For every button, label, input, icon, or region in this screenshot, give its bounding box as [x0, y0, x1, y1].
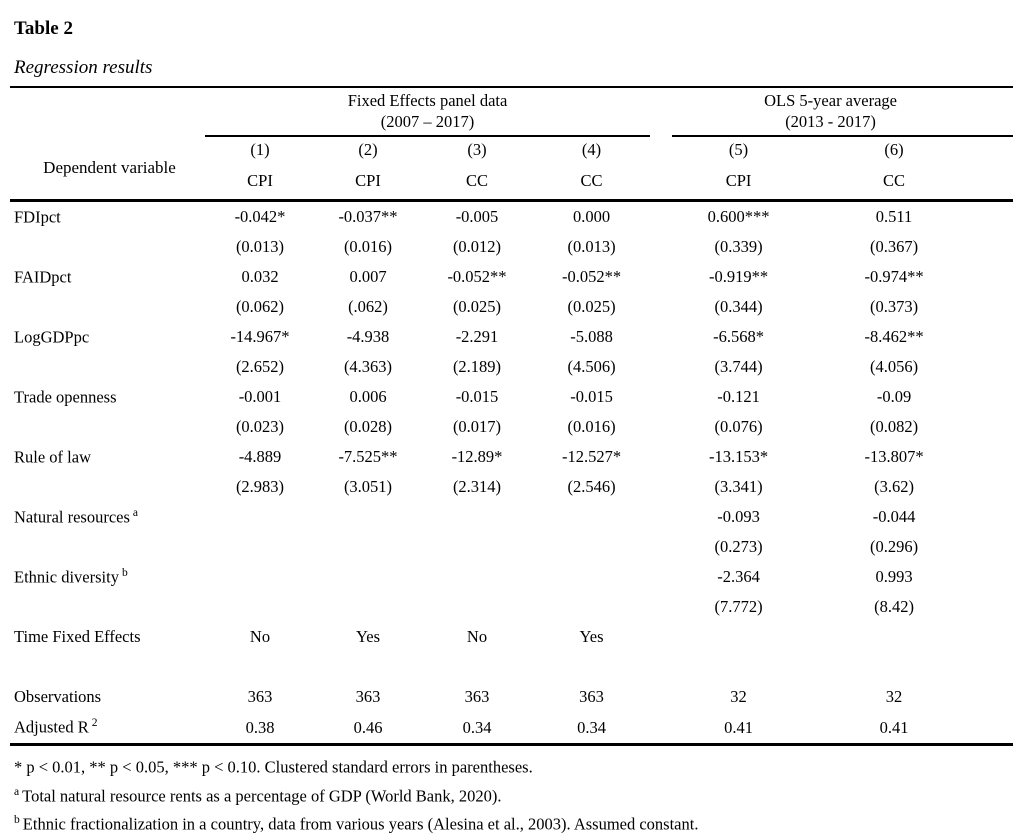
gap-col	[650, 412, 672, 442]
col-number: (4)	[581, 140, 602, 159]
coef-cell: -0.001	[238, 387, 282, 406]
se-cell: (8.42)	[874, 597, 914, 616]
coef-cell	[421, 502, 533, 532]
footnote-a	[14, 780, 1013, 809]
row-label-text: LogGDPpc	[14, 327, 90, 347]
row-label-rule-of-law	[10, 442, 205, 472]
se-cell: (0.367)	[869, 237, 919, 256]
row-label-natural-resources	[10, 502, 205, 532]
coef-cell	[205, 562, 315, 592]
se-cell: (0.296)	[869, 537, 919, 556]
coef-cell: -6.568*	[713, 327, 764, 346]
group-header-row	[10, 87, 1013, 136]
footnote-text: Total natural resource rents as a percentage of GDP (World Bank, 2020).	[22, 786, 502, 805]
coef-cell: -4.938	[346, 327, 390, 346]
coef-cell: -0.974**	[864, 267, 924, 286]
se-cell: (0.062)	[235, 297, 285, 316]
footnote-marker: b	[14, 814, 20, 826]
observations-row	[10, 682, 1013, 712]
dep-var: CC	[533, 163, 650, 201]
se-cell: (0.082)	[869, 417, 919, 436]
table-title: Table 2	[14, 18, 73, 39]
col-number: (2)	[358, 140, 378, 159]
row-label-fdipct	[10, 201, 205, 233]
adjr2-cell: 0.34	[421, 712, 533, 745]
row-label-text: Trade openness	[14, 387, 117, 407]
se-cell: (.062)	[348, 297, 388, 316]
group2-name: OLS 5-year average	[764, 91, 897, 110]
dep-var: CPI	[672, 163, 805, 201]
obs-cell: 32	[885, 687, 903, 706]
coef-cell: 0.600***	[707, 207, 770, 226]
empty-label	[10, 472, 205, 502]
se-cell: (2.546)	[567, 477, 616, 496]
row-label-text: Ethnic diversity	[14, 567, 119, 587]
coef-cell: 0.006	[349, 387, 387, 406]
dep-var: CC	[805, 163, 1013, 201]
coef-cell: -0.121	[717, 387, 760, 406]
tfe-cell	[805, 622, 1013, 652]
coef-row-fdipct	[10, 201, 1013, 233]
coef-cell: -0.015	[455, 387, 499, 406]
adjr2-cell: 0.46	[315, 712, 421, 745]
se-cell: (3.744)	[714, 357, 763, 376]
coef-cell	[205, 502, 315, 532]
coef-cell: -13.153*	[708, 447, 769, 466]
gap-col	[650, 532, 672, 562]
gap-col	[650, 502, 672, 532]
obs-cell: 32	[730, 687, 747, 706]
se-cell: (3.62)	[874, 477, 914, 496]
se-cell: (0.344)	[714, 297, 763, 316]
stub-header: Dependent variable	[10, 136, 205, 201]
row-label-text: FDIpct	[14, 207, 61, 227]
table-subtitle: Regression results	[14, 57, 153, 78]
col-number: (5)	[728, 140, 749, 159]
empty-label	[10, 412, 205, 442]
empty-label	[10, 292, 205, 322]
adjusted-r2-row	[10, 712, 1013, 745]
se-cell: (0.023)	[235, 417, 285, 436]
gap-col	[650, 201, 672, 233]
coef-cell: -5.088	[570, 327, 613, 346]
se-cell: (0.028)	[343, 417, 393, 436]
col-number: (1)	[250, 140, 270, 159]
gap-col	[650, 232, 672, 262]
col-number: (6)	[884, 140, 904, 159]
se-cell: (7.772)	[714, 597, 763, 616]
row-label-text: Adjusted R	[14, 717, 89, 737]
se-cell: (0.012)	[452, 237, 502, 256]
coef-row-trade-openness	[10, 382, 1013, 412]
se-cell: (0.013)	[235, 237, 285, 256]
adjr2-cell: 0.38	[205, 712, 315, 745]
coef-cell: 0.993	[875, 567, 913, 586]
se-cell	[315, 532, 421, 562]
stub-spacer	[10, 87, 205, 136]
se-row-loggdppc	[10, 352, 1013, 382]
row-label-adjusted-r2	[10, 712, 205, 745]
coef-cell	[421, 562, 533, 592]
se-row-faidpct	[10, 292, 1013, 322]
group-header-fixed-effects	[205, 87, 650, 136]
coef-row-natural-resources	[10, 502, 1013, 532]
spacer-cell	[10, 652, 1013, 682]
se-cell: (2.652)	[235, 357, 285, 376]
regression-table	[10, 86, 1013, 746]
coef-cell: -0.919**	[708, 267, 769, 286]
coef-cell: -2.291	[455, 327, 499, 346]
coef-cell: -0.052**	[561, 267, 622, 286]
coef-cell: 0.511	[875, 207, 913, 226]
se-cell: (3.051)	[343, 477, 393, 496]
row-label-loggdppc	[10, 322, 205, 352]
adjr2-cell: 0.41	[672, 712, 805, 745]
group-header-ols	[672, 87, 1013, 136]
obs-cell: 363	[579, 687, 604, 706]
coef-cell: -14.967*	[230, 327, 290, 346]
se-cell: (0.373)	[869, 297, 919, 316]
row-label-observations: Observations	[14, 687, 102, 706]
se-cell: (0.013)	[567, 237, 616, 256]
coef-cell: -0.052**	[447, 267, 507, 286]
gap-col	[650, 136, 672, 163]
coef-cell: -4.889	[238, 447, 282, 466]
tfe-cell: Yes	[355, 627, 380, 646]
se-cell: (2.189)	[452, 357, 502, 376]
footnotes	[14, 751, 1013, 837]
coef-cell: -12.527*	[561, 447, 622, 466]
coef-cell: 0.007	[349, 267, 387, 286]
se-cell: (4.363)	[343, 357, 393, 376]
coef-cell: -0.015	[570, 387, 613, 406]
row-label-trade-openness	[10, 382, 205, 412]
group2-years: (2013 - 2017)	[785, 112, 876, 131]
se-cell	[315, 592, 421, 622]
se-cell: (2.314)	[452, 477, 502, 496]
dep-var: CPI	[315, 163, 421, 201]
row-label-ethnic-diversity	[10, 562, 205, 592]
gap-col	[650, 163, 672, 201]
col-number: (3)	[467, 140, 487, 159]
gap-col	[650, 262, 672, 292]
row-label-sup: a	[132, 506, 139, 519]
se-row-fdipct	[10, 232, 1013, 262]
adjr2-cell: 0.34	[533, 712, 650, 745]
se-cell: (4.506)	[567, 357, 616, 376]
coef-cell: -0.005	[455, 207, 499, 226]
gap-col	[650, 472, 672, 502]
column-numbers-row	[10, 136, 1013, 163]
gap-col	[650, 382, 672, 412]
gap-col	[650, 87, 672, 136]
se-cell: (4.056)	[869, 357, 919, 376]
coef-cell	[315, 562, 421, 592]
empty-label	[10, 592, 205, 622]
row-label-text: FAIDpct	[14, 267, 72, 287]
time-fixed-effects-row	[10, 622, 1013, 652]
row-label-faidpct	[10, 262, 205, 292]
coef-cell: -7.525**	[338, 447, 398, 466]
empty-label	[10, 352, 205, 382]
dep-var: CC	[421, 163, 533, 201]
obs-cell: 363	[464, 687, 490, 706]
se-row-rule-of-law	[10, 472, 1013, 502]
coef-cell: -8.462**	[864, 327, 924, 346]
footnote-text: Ethnic fractionalization in a country, data from various years (Alesina et al., 2003). Assumed constant.	[22, 814, 699, 834]
adjr2-cell: 0.41	[805, 712, 1013, 745]
footnote-text: * p < 0.01, ** p < 0.05, *** p < 0.10. Clustered standard errors in parentheses.	[14, 757, 533, 777]
gap-col	[650, 682, 672, 712]
obs-cell: 363	[355, 687, 381, 706]
tfe-cell: No	[466, 627, 488, 646]
gap-col	[650, 442, 672, 472]
coef-cell: -13.807*	[864, 447, 924, 466]
se-cell	[533, 532, 650, 562]
se-cell	[205, 532, 315, 562]
coef-cell: -0.042*	[234, 207, 286, 226]
empty-label	[10, 232, 205, 262]
coef-cell: -0.093	[717, 507, 760, 526]
coef-cell: -12.89*	[451, 447, 503, 466]
se-cell	[421, 592, 533, 622]
r2-superscript: 2	[91, 717, 98, 730]
coef-cell: 0.032	[241, 267, 279, 286]
se-cell	[421, 532, 533, 562]
coef-row-faidpct	[10, 262, 1013, 292]
gap-col	[650, 352, 672, 382]
empty-label	[10, 532, 205, 562]
row-label-text: Natural resources	[14, 507, 130, 527]
footnote-b	[14, 808, 1013, 837]
footnote-marker: a	[14, 785, 20, 798]
gap-col	[650, 622, 672, 652]
se-cell	[533, 592, 650, 622]
se-cell: (0.273)	[714, 537, 763, 556]
obs-cell: 363	[247, 687, 273, 706]
se-row-natural-resources	[10, 532, 1013, 562]
tfe-cell: No	[249, 627, 271, 646]
se-cell: (0.016)	[567, 417, 616, 436]
coef-cell: 0.000	[572, 207, 611, 226]
coef-row-ethnic-diversity	[10, 562, 1013, 592]
spacer-row	[10, 652, 1013, 682]
se-cell: (0.025)	[567, 297, 616, 316]
coef-cell	[533, 562, 650, 592]
coef-cell: -0.044	[872, 507, 916, 526]
gap-col	[650, 562, 672, 592]
se-cell: (0.017)	[452, 417, 502, 436]
se-cell: (2.983)	[235, 477, 285, 496]
coef-row-loggdppc	[10, 322, 1013, 352]
se-row-ethnic-diversity	[10, 592, 1013, 622]
se-cell: (0.016)	[343, 237, 393, 256]
footnote-significance	[14, 751, 1013, 780]
gap-col	[650, 322, 672, 352]
tfe-cell: Yes	[579, 627, 604, 646]
coef-cell: -2.364	[717, 567, 760, 586]
se-cell: (0.076)	[714, 417, 763, 436]
coef-cell: -0.037**	[338, 207, 398, 226]
row-label-sup: b	[121, 566, 128, 579]
gap-col	[650, 592, 672, 622]
tfe-cell	[672, 622, 805, 652]
coef-cell: -0.09	[876, 387, 912, 406]
group1-name: Fixed Effects panel data	[347, 91, 508, 110]
coef-row-rule-of-law	[10, 442, 1013, 472]
row-label-time-fixed-effects: Time Fixed Effects	[14, 627, 141, 646]
coef-cell	[533, 502, 650, 532]
se-cell	[205, 592, 315, 622]
gap-col	[650, 712, 672, 745]
se-cell: (0.025)	[452, 297, 502, 316]
row-label-text: Rule of law	[14, 447, 91, 467]
coef-cell	[315, 502, 421, 532]
dep-var: CPI	[205, 163, 315, 201]
gap-col	[650, 292, 672, 322]
group1-years: (2007 – 2017)	[380, 112, 475, 131]
se-cell: (0.339)	[714, 237, 763, 256]
se-cell: (3.341)	[714, 477, 763, 496]
se-row-trade-openness	[10, 412, 1013, 442]
